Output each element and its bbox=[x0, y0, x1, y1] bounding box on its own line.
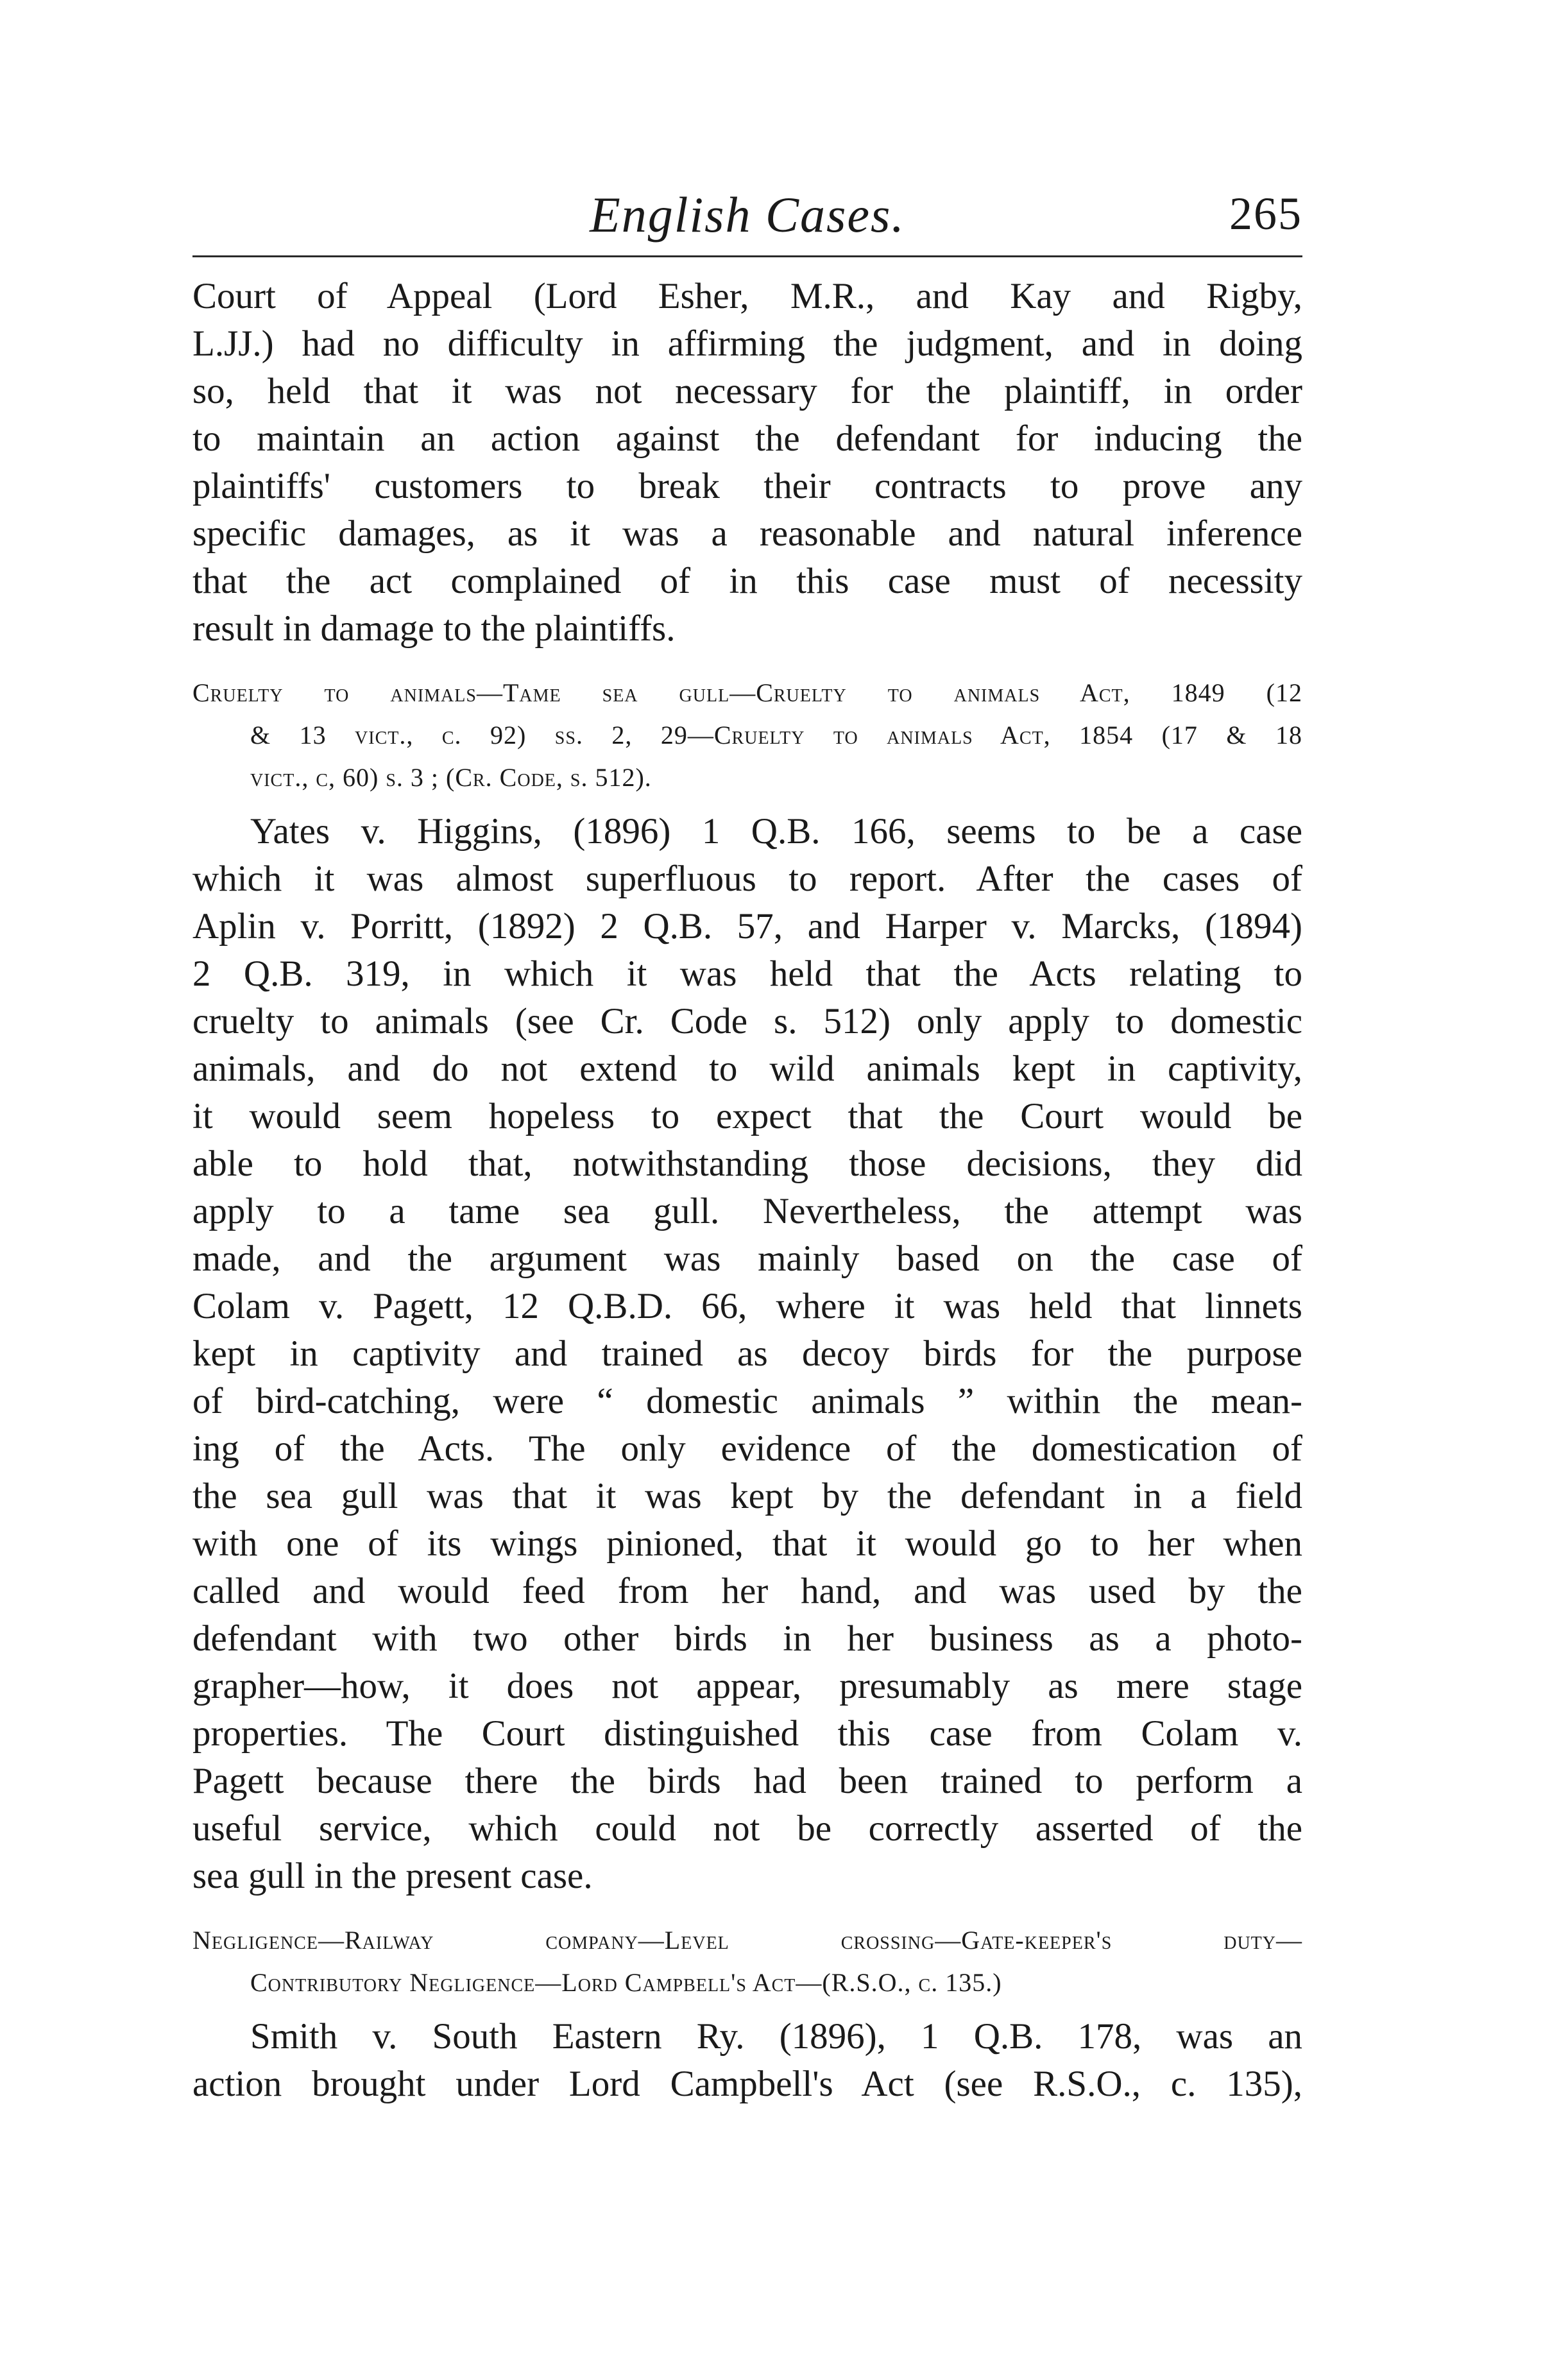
text-line: sea gull in the present case. bbox=[192, 1856, 593, 1896]
text-line: Court of Appeal (Lord Esher, M.R., and Kay and Rigby, bbox=[192, 276, 1302, 316]
text-line: kept in captivity and trained as decoy birds for the purpose bbox=[192, 1333, 1302, 1374]
text-line: grapher—how, it does not appear, presumably as mere stage bbox=[192, 1666, 1302, 1706]
paragraph-yates-v-higgins bbox=[192, 808, 1302, 1900]
text-line: called and would feed from her hand, and was used by the bbox=[192, 1571, 1302, 1611]
heading-line: Contributory Negligence—Lord Campbell's Act—(R.S.O., c. 135.) bbox=[250, 1968, 1002, 1997]
text-line: Aplin v. Porritt, (1892) 2 Q.B. 57, and Harper v. Marcks, (1894) bbox=[192, 906, 1302, 946]
text-line: made, and the argument was mainly based on the case of bbox=[192, 1238, 1302, 1279]
text-line: cruelty to animals (see Cr. Code s. 512) only apply to domestic bbox=[192, 1001, 1302, 1041]
body-text bbox=[192, 273, 1302, 2108]
text-line: so, held that it was not necessary for the plaintiff, in order bbox=[192, 371, 1302, 411]
text-line: plaintiffs' customers to break their contracts to prove any bbox=[192, 466, 1302, 506]
page-number: 265 bbox=[1229, 188, 1302, 239]
running-head bbox=[192, 186, 1302, 257]
text-line: Pagett because there the birds had been trained to perform a bbox=[192, 1761, 1302, 1801]
text-line: Yates v. Higgins, (1896) 1 Q.B. 166, seems to be a case bbox=[250, 811, 1302, 852]
text-line: to maintain an action against the defendant for inducing the bbox=[192, 418, 1302, 459]
text-line: animals, and do not extend to wild animals kept in captivity, bbox=[192, 1049, 1302, 1089]
text-line: useful service, which could not be correctly asserted of the bbox=[192, 1808, 1302, 1849]
case-heading-cruelty bbox=[192, 672, 1302, 799]
paragraph-court-of-appeal bbox=[192, 273, 1302, 653]
text-line: that the act complained of in this case must of necessity bbox=[192, 561, 1302, 601]
text-line: specific damages, as it was a reasonable and natural inference bbox=[192, 513, 1302, 554]
text-line: L.JJ.) had no difficulty in affirming the judgment, and in doing bbox=[192, 323, 1302, 364]
text-line: properties. The Court distinguished this case from Colam v. bbox=[192, 1713, 1302, 1754]
text-line: Smith v. South Eastern Ry. (1896), 1 Q.B. 178, was an bbox=[250, 2016, 1302, 2057]
heading-line: vict., c, 60) s. 3 ; (Cr. Code, s. 512). bbox=[250, 763, 652, 792]
text-line: ing of the Acts. The only evidence of the domestication of bbox=[192, 1428, 1302, 1469]
text-line: apply to a tame sea gull. Nevertheless, the attempt was bbox=[192, 1191, 1302, 1231]
text-line: able to hold that, notwithstanding those decisions, they did bbox=[192, 1143, 1302, 1184]
text-line: of bird-catching, were “ domestic animals ” within the mean- bbox=[192, 1381, 1302, 1421]
heading-line: Cruelty to animals—Tame sea gull—Cruelty to animals Act, 1849 (12 bbox=[192, 678, 1302, 707]
case-heading-negligence bbox=[192, 1919, 1302, 2004]
heading-line: & 13 vict., c. 92) ss. 2, 29—Cruelty to animals Act, 1854 (17 & 18 bbox=[250, 721, 1302, 749]
text-line: 2 Q.B. 319, in which it was held that the Acts relating to bbox=[192, 954, 1302, 994]
text-line: it would seem hopeless to expect that the Court would be bbox=[192, 1096, 1302, 1136]
heading-line: Negligence—Railway company—Level crossing—Gate-keeper's duty— bbox=[192, 1926, 1302, 1955]
text-line: action brought under Lord Campbell's Act (see R.S.O., c. 135), bbox=[192, 2064, 1302, 2104]
text-line: result in damage to the plaintiffs. bbox=[192, 608, 676, 649]
text-line: the sea gull was that it was kept by the defendant in a field bbox=[192, 1476, 1302, 1516]
header-rule bbox=[192, 255, 1302, 257]
paragraph-smith-v-south-eastern bbox=[192, 2013, 1302, 2108]
running-title: English Cases. bbox=[590, 187, 905, 243]
text-line: defendant with two other birds in her business as a photo- bbox=[192, 1618, 1302, 1659]
text-line: Colam v. Pagett, 12 Q.B.D. 66, where it was held that linnets bbox=[192, 1286, 1302, 1326]
text-line: which it was almost superfluous to report. After the cases of bbox=[192, 859, 1302, 899]
text-line: with one of its wings pinioned, that it would go to her when bbox=[192, 1523, 1302, 1564]
